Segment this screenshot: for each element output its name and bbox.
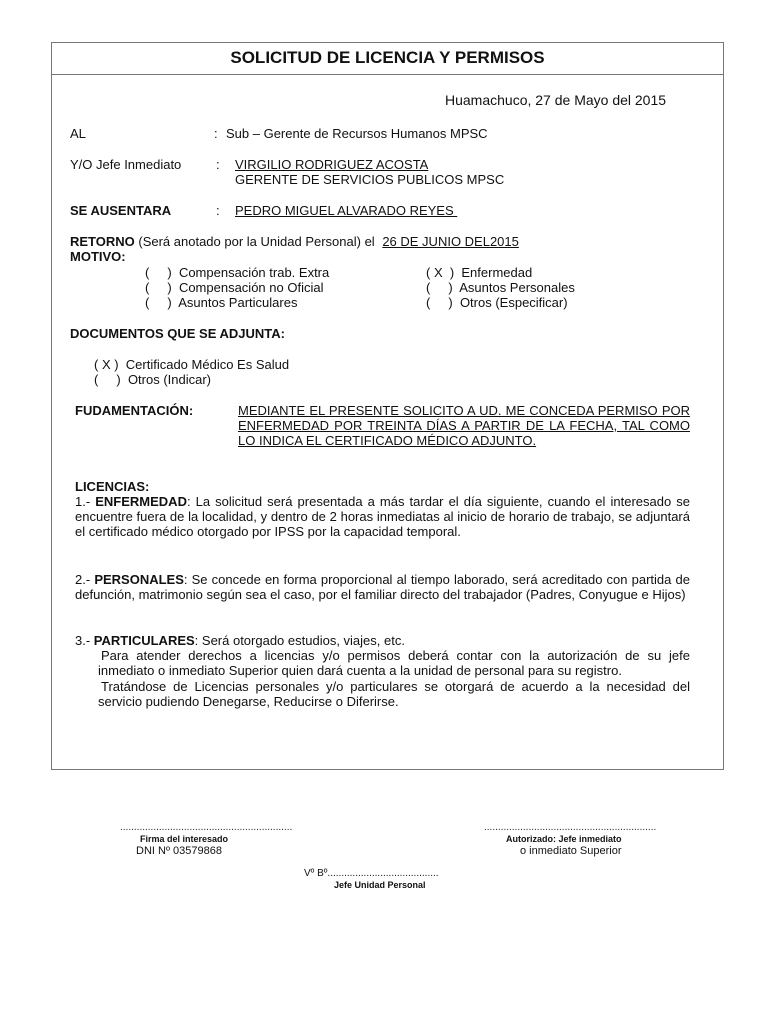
motivo-option: ( ) Otros (Especificar) [426,295,568,310]
jefe-label: Y/O Jefe Inmediato [70,157,182,172]
page-title: SOLICITUD DE LICENCIA Y PERMISOS [230,48,545,67]
signature-line-left: .............................................................. [120,822,293,833]
documento-item: ( ) Otros (Indicar) [94,372,212,387]
licencia-personales [75,572,690,602]
superior-label: o inmediato Superior [520,845,622,857]
autorizado-label: Autorizado: Jefe inmediato [506,834,622,844]
title-bar [51,42,724,75]
jefe-colon: : [216,157,220,172]
firma-interesado-label: Firma del interesado [140,834,229,844]
motivo-option: ( ) Asuntos Particulares [145,295,298,310]
al-value: Sub – Gerente de Recursos Humanos MPSC [226,126,488,141]
motivo-option: ( ) Asuntos Personales [426,280,575,295]
item-text: : Se concede en forma proporcional al tiempo laborado, será acreditado con partida de defunción, matrimonio según sea el caso, por el familiar directo del trabajador (Padres, Conyugue e Hijos) [75,572,690,602]
al-label: AL [70,126,86,141]
licencia-enfermedad [75,494,690,539]
ausentara-label: SE AUSENTARA [70,203,172,218]
item-prefix: 1.- [75,494,96,509]
al-colon: : [214,126,218,141]
retorno-date: 26 DE JUNIO DEL2015 [382,234,519,249]
motivo-label: MOTIVO: [70,249,126,264]
item-title: ENFERMEDAD [95,494,187,509]
documento-item: ( X ) Certificado Médico Es Salud [94,357,290,372]
item-text: : La solicitud será presentada a más tardar el día siguiente, cuando el interesado se encuentre fuera de la localidad, y dentro de 2 horas inmediatas al inicio de horario de trabajo, se adjuntará el certificado médico otorgado por IPSS por la capacidad temporal. [75,494,690,539]
dni-label: DNI Nº 03579868 [136,845,222,857]
item-title: PARTICULARES [93,633,195,648]
retorno-label: RETORNO [70,234,135,249]
vb-line: Vº Bº........................................ [304,868,439,879]
documentos-label: DOCUMENTOS QUE SE ADJUNTA: [70,326,285,341]
ausentara-value: PEDRO MIGUEL ALVARADO REYES [235,203,458,218]
item-prefix: 2.- [75,572,95,587]
ausentara-colon: : [216,203,220,218]
motivo-option-selected: ( X ) Enfermedad [426,265,533,280]
date-line: Huamachuco, 27 de Mayo del 2015 [445,92,667,108]
licencia-particulares-p2: Para atender derechos a licencias y/o permisos deberá contar con la autorización de su jefe inmediato o inmediato Superior quien dará cuenta a la unidad de personal para su registro. [98,648,690,678]
retorno-line [70,234,519,249]
jefe-name: VIRGILIO RODRIGUEZ ACOSTA [235,157,429,172]
jefe-position: GERENTE DE SERVICIOS PUBLICOS MPSC [235,172,505,187]
licencia-particulares-p3: Tratándose de Licencias personales y/o particulares se otorgará de acuerdo a la necesidad del servicio pudiendo Denegarse, Reducirse o Diferirse. [98,679,690,709]
jefe-unidad-label: Jefe Unidad Personal [334,880,426,890]
item-text: : Será otorgado estudios, viajes, etc. [194,633,405,648]
fundamentacion-label: FUDAMENTACIÓN: [75,403,194,418]
item-title: PERSONALES [94,572,184,587]
signature-line-right: .............................................................. [484,822,657,833]
item-prefix: 3.- [75,633,94,648]
retorno-note: (Será anotado por la Unidad Personal) el [134,234,379,249]
licencia-particulares [75,633,690,648]
motivo-option: ( ) Compensación trab. Extra [145,265,330,280]
fundamentacion-text: MEDIANTE EL PRESENTE SOLICITO A UD. ME CONCEDA PERMISO POR ENFERMEDAD POR TREINTA DÍAS A PARTIR DE LA FECHA, TAL COMO LO INDICA EL CERTIFICADO MÉDICO ADJUNTO. [238,403,690,448]
licencias-label: LICENCIAS: [75,479,150,494]
motivo-option: ( ) Compensación no Oficial [145,280,324,295]
